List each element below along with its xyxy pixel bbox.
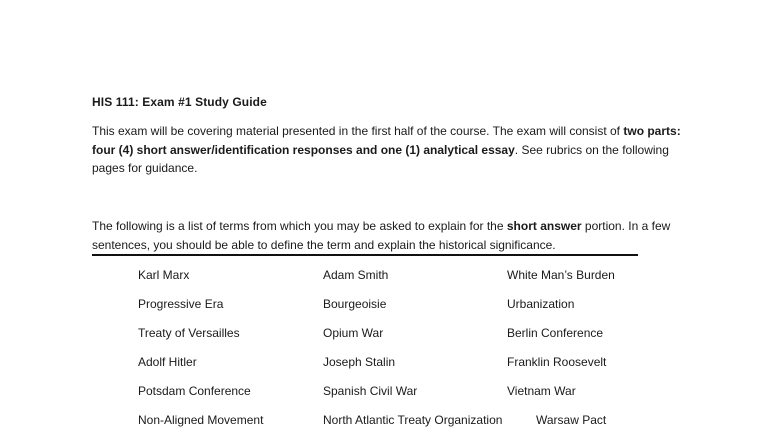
terms-intro-paragraph <box>92 217 692 254</box>
term-item: Potsdam Conference <box>138 384 251 398</box>
terms-row <box>138 296 658 325</box>
term-item: Non-Aligned Movement <box>138 413 264 427</box>
term-item: Adolf Hitler <box>138 355 197 369</box>
term-item: Franklin Roosevelt <box>507 355 607 369</box>
term-item: Urbanization <box>507 297 575 311</box>
term-item: Spanish Civil War <box>323 384 418 398</box>
term-item: Karl Marx <box>138 268 190 282</box>
terms-intro-text-bold: short answer <box>506 219 582 233</box>
term-item: Opium War <box>323 326 384 340</box>
document-title: HIS 111: Exam #1 Study Guide <box>92 95 267 109</box>
term-item: Progressive Era <box>138 297 224 311</box>
divider-rule <box>92 254 638 256</box>
term-item: Treaty of Versailles <box>138 326 240 340</box>
terms-intro-text-part2: portion. In a few sentences, you should be able to define the term and explain the historical significance. <box>92 219 671 252</box>
term-item: Warsaw Pact <box>536 413 607 427</box>
term-item: Vietnam War <box>507 384 576 398</box>
term-item: Joseph Stalin <box>323 355 396 369</box>
terms-row <box>138 412 658 441</box>
term-item: White Man’s Burden <box>507 268 615 282</box>
term-item: North Atlantic Treaty Organization <box>323 413 503 427</box>
intro-text-part2: . See rubrics on the following pages for guidance. <box>92 142 669 175</box>
terms-row <box>138 267 658 296</box>
terms-row <box>138 325 658 354</box>
terms-list <box>138 267 658 441</box>
terms-row <box>138 383 658 412</box>
term-item: Berlin Conference <box>507 326 604 340</box>
terms-intro-text-part1: The following is a list of terms from which you may be asked to explain for the <box>92 219 507 233</box>
term-item: Adam Smith <box>323 268 389 282</box>
intro-text-part1: This exam will be covering material presented in the first half of the course. The exam will consist of <box>92 124 624 138</box>
terms-row <box>138 354 658 383</box>
intro-paragraph <box>92 122 692 178</box>
term-item: Bourgeoisie <box>323 297 387 311</box>
intro-text-bold: two parts: four (4) short answer/identification responses and one (1) analytical essay <box>92 124 681 157</box>
